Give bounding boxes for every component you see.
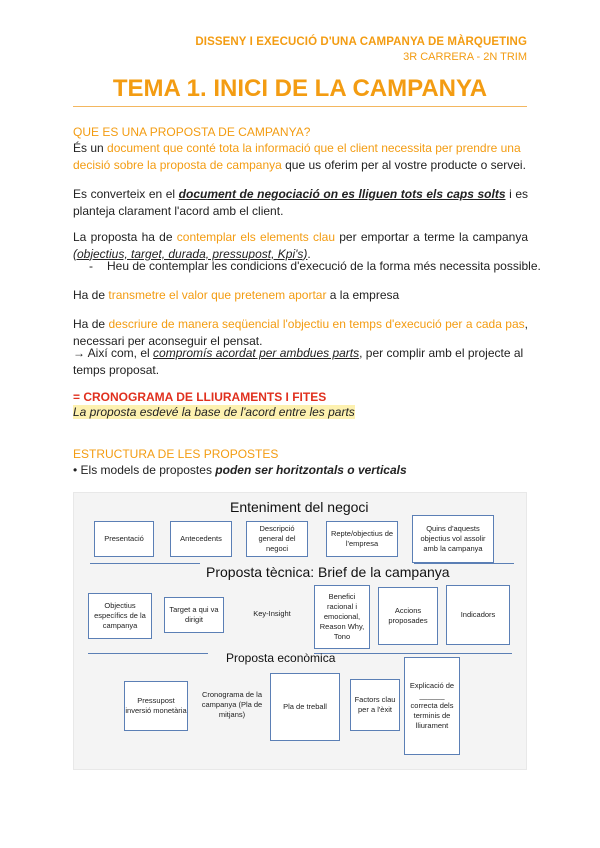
diagram-box: Target a qui va dirigit bbox=[164, 597, 224, 633]
section-heading-proposta: QUE ES UNA PROPOSTA DE CAMPANYA? bbox=[73, 125, 311, 139]
text-fragment: a la empresa bbox=[326, 288, 400, 302]
emphasis-text: poden ser horitzontals o verticals bbox=[215, 463, 407, 477]
course-subtitle: 3R CARRERA - 2N TRIM bbox=[403, 51, 527, 63]
cronograma-note bbox=[73, 404, 355, 421]
text-fragment: . bbox=[307, 246, 311, 261]
text-fragment: • Els models de propostes bbox=[73, 463, 216, 477]
diagram-box: Key-Insight bbox=[253, 609, 291, 618]
diagram-box: Factors clau per a l'èxit bbox=[350, 679, 400, 731]
bullet-dash: - bbox=[89, 259, 93, 273]
text-fragment: La proposta ha de bbox=[73, 230, 177, 244]
text-fragment: i es planteja clarament l'acord amb el client. bbox=[73, 187, 528, 218]
diagram-box: Accions proposades bbox=[378, 587, 438, 645]
emphasis-text: document de negociació on es lliguen tots els caps solts bbox=[178, 187, 506, 201]
bullet-text: Heu de contemplar les condicions d'execució de la forma més necessita possible. bbox=[107, 259, 541, 273]
diagram-divider bbox=[88, 653, 208, 654]
title-divider bbox=[73, 106, 527, 107]
diagram-section-technical: Proposta tècnica: Brief de la campanya bbox=[206, 564, 450, 580]
diagram-box: Pla de treball bbox=[270, 673, 340, 741]
diagram-divider bbox=[90, 563, 200, 564]
diagram-section-business: Enteniment del negoci bbox=[230, 499, 369, 515]
diagram-box: Objectius específics de la campanya bbox=[88, 593, 152, 639]
text-fragment: Ha de bbox=[73, 288, 109, 302]
text-fragment: , necessari per aconseguir el pensat. bbox=[73, 317, 528, 348]
diagram-box: Antecedents bbox=[170, 521, 232, 557]
paragraph-negotiation bbox=[73, 186, 528, 219]
section-heading-estructura: ESTRUCTURA DE LES PROPOSTES bbox=[73, 447, 279, 461]
diagram-box: Indicadors bbox=[446, 585, 510, 645]
highlight-text: transmetre el valor que pretenem aportar bbox=[108, 288, 327, 302]
bullet-conditions bbox=[73, 258, 562, 275]
text-fragment: Es converteix en el bbox=[73, 187, 179, 201]
text-fragment: → Així com, el bbox=[73, 346, 154, 360]
diagram-box: Cronograma de la campanya (Pla de mitjans) bbox=[201, 690, 263, 719]
paragraph-value bbox=[73, 287, 528, 304]
diagram-box: Presentació bbox=[94, 521, 154, 557]
text-fragment: És un bbox=[73, 141, 108, 155]
highlight-text: descriure de manera seqüencial l'objectiu en temps d'execució per a cada pas bbox=[108, 317, 525, 331]
emphasis-text: compromís acordat per ambdues parts bbox=[153, 346, 360, 360]
paragraph-commitment bbox=[73, 345, 528, 378]
diagram-box: Benefici racional i emocional, Reason Why, Tono bbox=[314, 585, 370, 649]
highlight-text: document que conté tota la informació que el client necessita per prendre una decisió sobre la proposta de campanya bbox=[73, 141, 521, 172]
text-fragment: que us oferim per al vostre producte o servei. bbox=[281, 157, 526, 172]
highlighted-note: La proposta esdevé la base de l'acord entre les parts bbox=[73, 405, 355, 419]
diagram-box: Repte/objectius de l'empresa bbox=[326, 521, 398, 557]
text-fragment: , per complir amb el projecte al temps proposat. bbox=[73, 346, 524, 377]
highlight-text: contemplar els elements clau bbox=[176, 230, 335, 244]
text-fragment: per emportar a terme la campanya bbox=[335, 230, 528, 244]
diagram-section-economic: Proposta econòmica bbox=[226, 651, 336, 665]
course-title: DISSENY I EXECUCIÓ D'UNA CAMPANYA DE MÀRQUETING bbox=[195, 36, 527, 48]
diagram-box: Explicació de ______ correcta dels terminis de lliurament bbox=[404, 657, 460, 755]
proposal-structure-diagram bbox=[73, 492, 527, 770]
diagram-divider bbox=[314, 653, 512, 654]
models-line bbox=[73, 462, 528, 479]
elements-list-text: (objectius, target, durada, pressupost, Kpi's) bbox=[73, 246, 308, 261]
diagram-box: Descripció general del negoci bbox=[246, 521, 308, 557]
text-fragment: Ha de bbox=[73, 317, 109, 331]
page-title: TEMA 1. INICI DE LA CAMPANYA bbox=[112, 75, 488, 102]
paragraph-definition bbox=[73, 140, 528, 173]
cronograma-heading: = CRONOGRAMA DE LLIURAMENTS I FITES bbox=[73, 390, 327, 404]
diagram-box: Pressupost inversió monetària bbox=[124, 681, 188, 731]
diagram-box: Quins d'aquests objectius vol assolir amb la campanya bbox=[412, 515, 494, 563]
